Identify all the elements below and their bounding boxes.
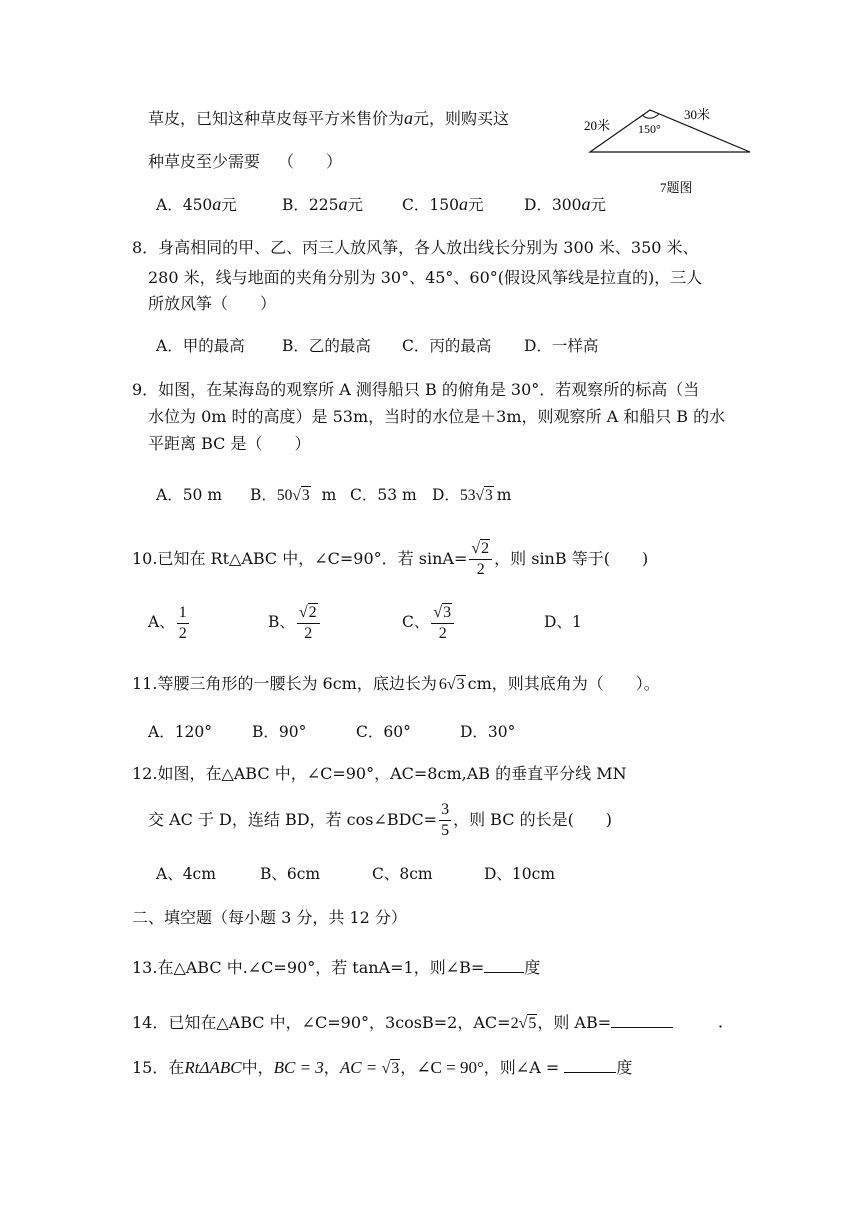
q7-triangle	[590, 110, 750, 152]
q9-option-b[interactable]: B．50√3 m	[250, 486, 337, 504]
section-2-title: 二、填空题（每小题 3 分，共 12 分）	[132, 908, 407, 927]
q10-option-d[interactable]: D、1	[544, 613, 582, 631]
q10-stem: 10.已知在 Rt△ABC 中，∠C=90°．若 sinA= $\frac{√2}{2}$ ，则 sinB 等于( )	[132, 540, 649, 578]
q13-answer-blank[interactable]	[484, 956, 524, 973]
q14-stem: 14．已知在△ABC 中，∠C=90°，3cosB=2，AC=2√5，则 AB=	[132, 1011, 673, 1035]
q15-stem: 15．在RtΔABC中，BC = 3，AC = √3，∠C = 90°，则∠A = 度	[132, 1058, 633, 1077]
q12-option-a[interactable]: A、4cm	[156, 865, 216, 883]
q8-line2: 280 米，线与地面的夹角分别为 30°、45°、60°(假设风筝线是拉直的)，三人	[148, 268, 703, 287]
q15-answer-blank[interactable]	[564, 1056, 616, 1073]
q12-option-d[interactable]: D、10cm	[484, 865, 556, 883]
q12-option-b[interactable]: B、6cm	[260, 865, 321, 883]
q11-option-c[interactable]: C．60°	[356, 723, 411, 741]
q9-line1: 9．如图，在某海岛的观察所 A 测得船只 B 的俯角是 30°．若观察所的标高（当	[132, 380, 700, 399]
q7-var-a: a	[404, 108, 414, 128]
q8-option-c[interactable]: C．丙的最高	[402, 337, 492, 355]
q7-angle-label: 150°	[638, 122, 661, 136]
q10-option-c[interactable]: C、 $\frac{√3}{2}$	[402, 600, 456, 644]
q10-option-b[interactable]: B、 $\frac{√2}{2}$	[268, 600, 322, 644]
q7-left-side-label: 20米	[584, 118, 611, 133]
q9-line3: 平距离 BC 是（ ）	[148, 434, 311, 453]
q7-right-side-label: 30米	[684, 107, 711, 122]
q14-answer-blank[interactable]	[611, 1011, 673, 1028]
q9-option-d[interactable]: D．53√3 m	[432, 486, 512, 504]
q9-option-c[interactable]: C．53 m	[350, 486, 417, 504]
q10-option-a[interactable]: A、 $\frac{1}{2}$	[148, 603, 187, 642]
q8-line3: 所放风筝（ ）	[148, 294, 277, 313]
q12-fraction: $\frac{3}{5}$	[441, 801, 450, 839]
q14-end: ．	[718, 1012, 735, 1031]
q7-option-b[interactable]: B．225a元	[282, 194, 363, 214]
q11-option-a[interactable]: A．120°	[148, 723, 213, 741]
q13-stem: 13.在△ABC 中.∠C=90°，若 tanA=1，则∠B= 度	[132, 958, 541, 977]
q12-line1: 12.如图，在△ABC 中，∠C=90°，AC=8cm,AB 的垂直平分线 MN	[132, 764, 627, 783]
q8-option-d[interactable]: D．一样高	[524, 337, 599, 355]
q7-caption: 7题图	[660, 180, 693, 195]
q10-fraction: $\frac{√2}{2}$	[469, 539, 492, 580]
q12-line2: 交 AC 于 D，连结 BD，若 cos∠BDC= $\frac{3}{5}$ ，则 BC 的长是( )	[148, 801, 613, 839]
q8-line1: 8．身高相同的甲、乙、丙三人放风筝，各人放出线长分别为 300 米、350 米、	[132, 238, 699, 257]
q7-option-a[interactable]: A．450a元	[156, 194, 237, 214]
q12-option-c[interactable]: C、8cm	[372, 865, 433, 883]
q7-line2: 种草皮至少需要 （ ）	[148, 152, 343, 171]
q7-line1: 草皮，已知这种草皮每平方米售价为a元，则购买这	[148, 108, 510, 128]
q9-line2: 水位为 0m 时的高度）是 53m，当时的水位是＋3m，则观察所 A 和船只 B 的水	[148, 407, 726, 426]
q7-option-d[interactable]: D．300a元	[524, 194, 607, 214]
q7-triangle-figure	[580, 98, 760, 218]
q11-stem: 11.等腰三角形的一腰长为 6cm，底边长为 6√3 cm，则其底角为（ ）。	[132, 674, 660, 693]
q7-option-c[interactable]: C．150a元	[402, 194, 484, 214]
q9-option-a[interactable]: A．50 m	[156, 486, 223, 504]
q11-option-b[interactable]: B．90°	[252, 723, 307, 741]
q8-option-b[interactable]: B．乙的最高	[282, 337, 371, 355]
q8-option-a[interactable]: A．甲的最高	[156, 337, 245, 355]
q7-angle-arc	[642, 114, 659, 118]
q11-option-d[interactable]: D．30°	[460, 723, 516, 741]
